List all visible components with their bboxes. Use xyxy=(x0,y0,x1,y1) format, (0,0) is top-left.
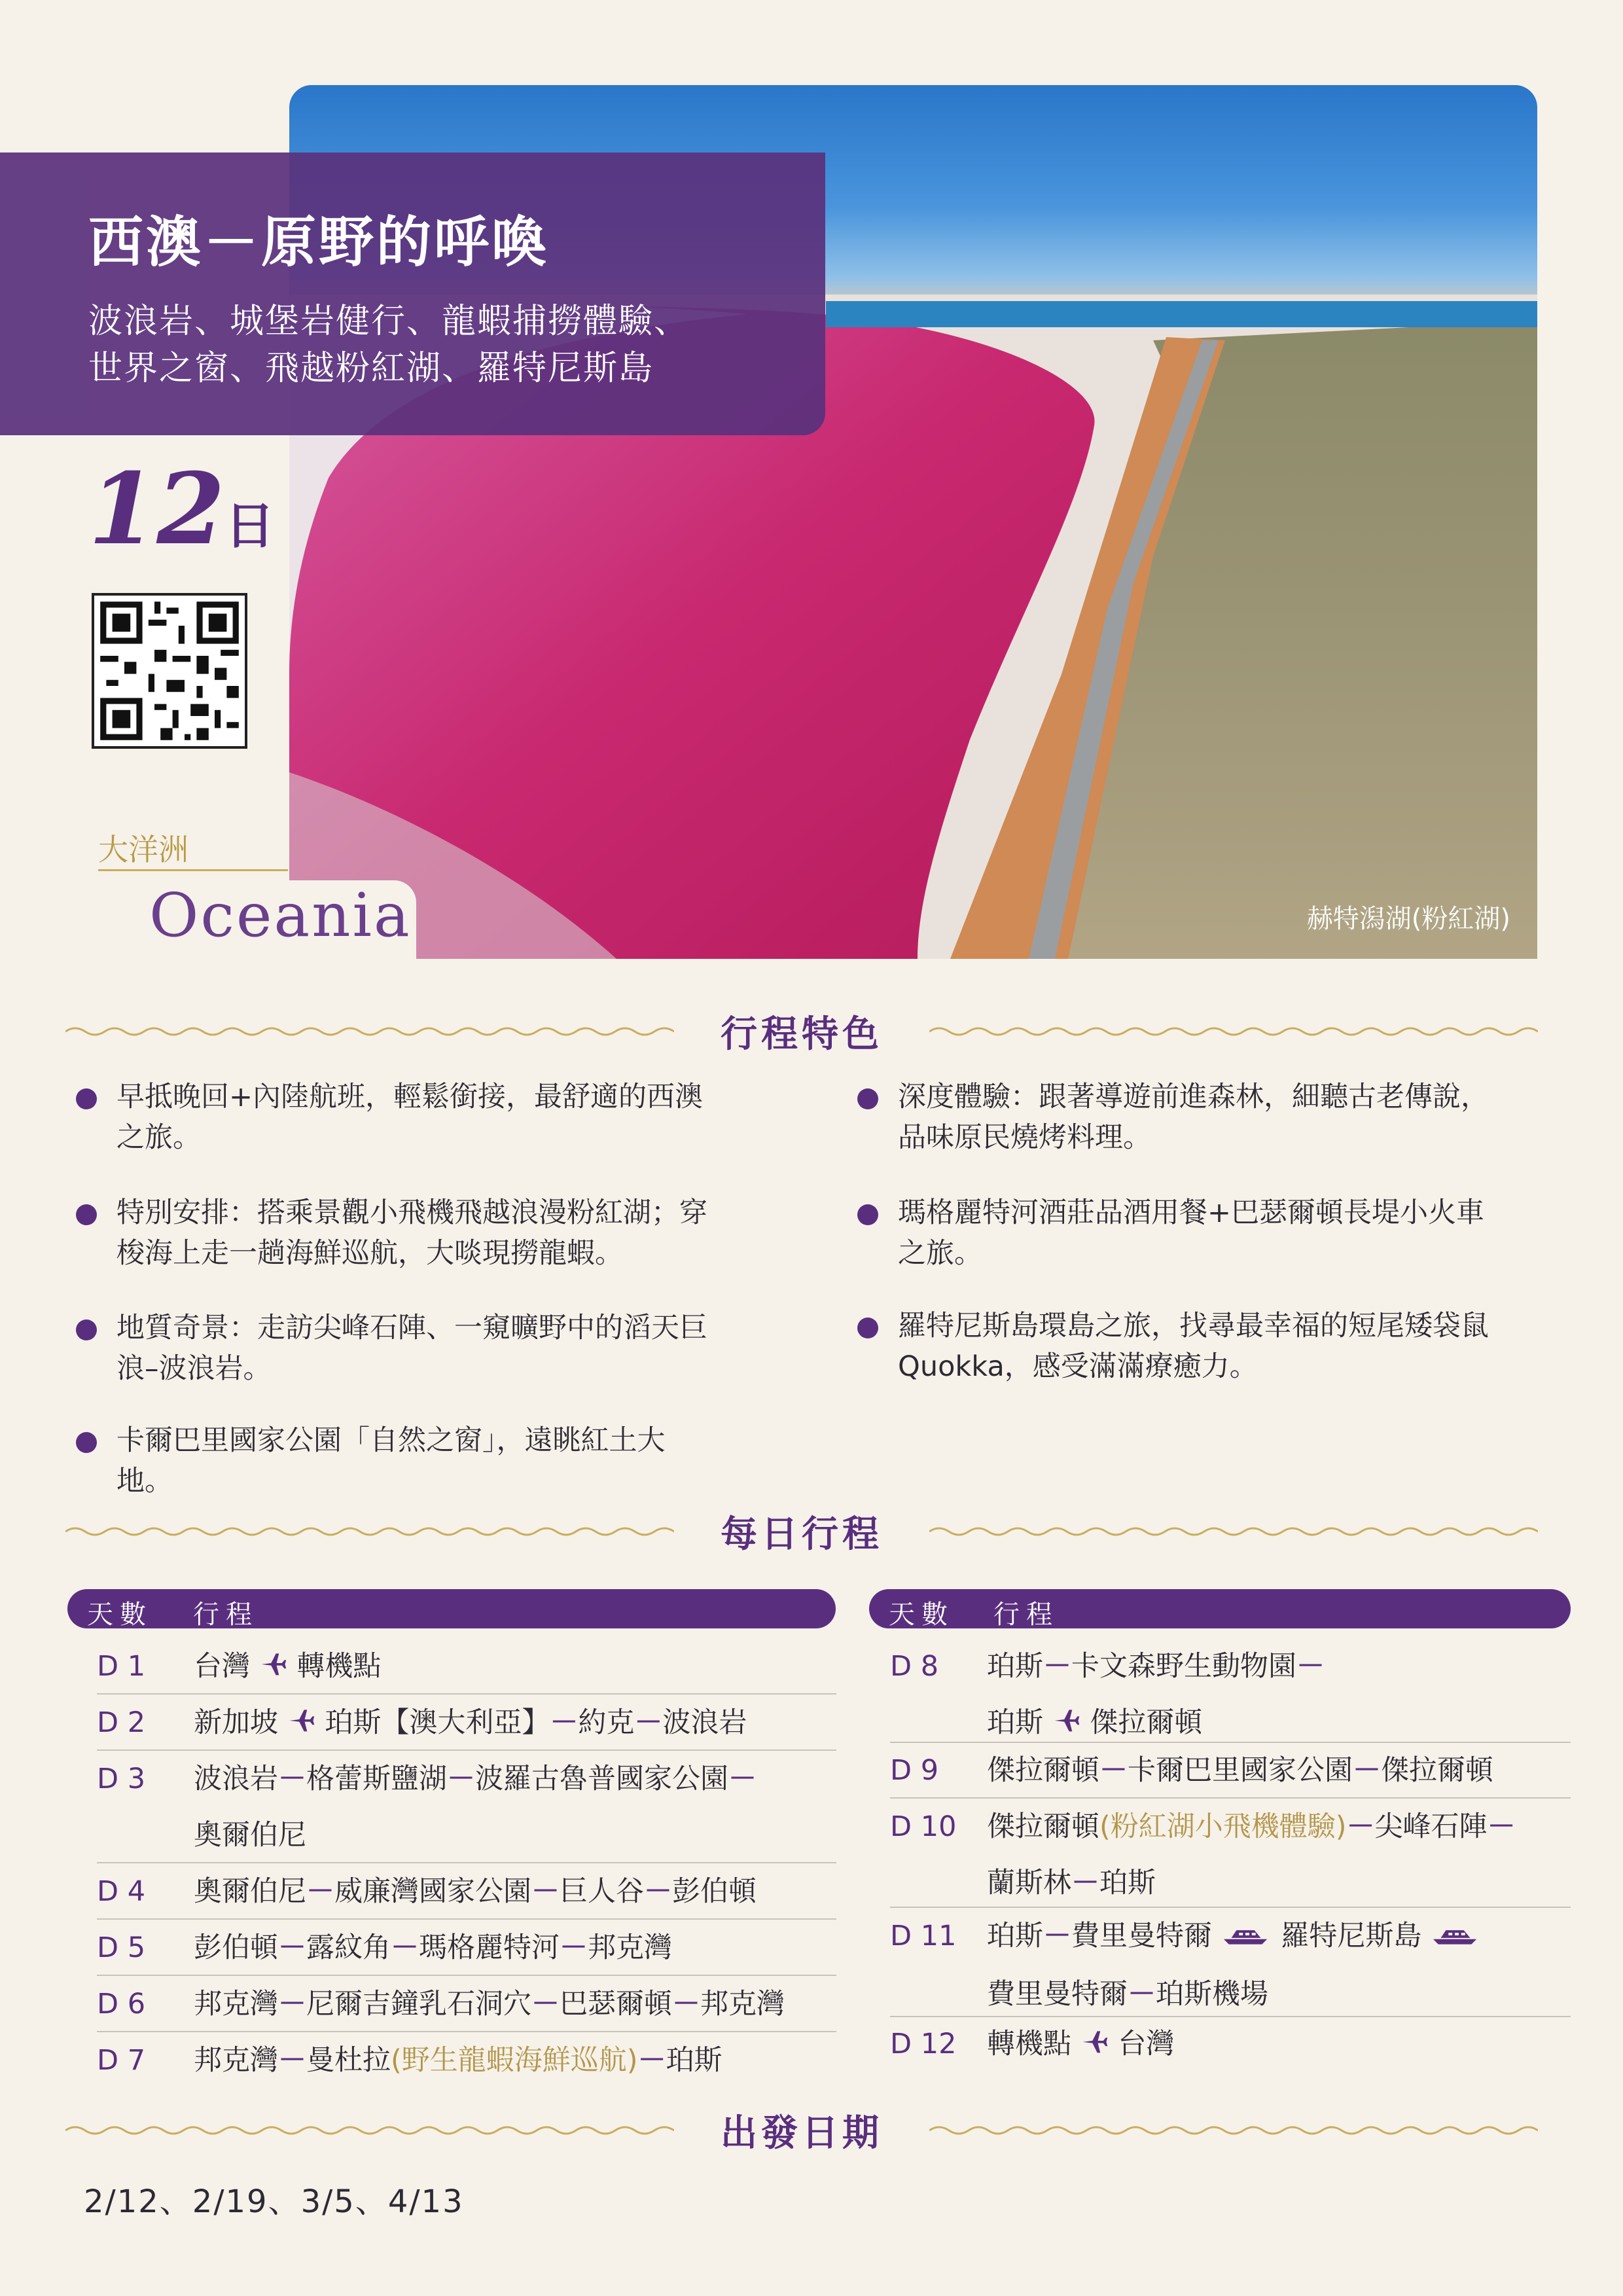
departure-dates: 2/12、2/19、3/5、4/13 xyxy=(84,2183,464,2220)
ferry-icon xyxy=(1431,1910,1482,1966)
ferry-icon xyxy=(1221,1910,1272,1966)
day-label: D 3 xyxy=(97,1763,146,1795)
header-itinerary: 行程 xyxy=(193,1600,259,1630)
itinerary-row-d6: D 6 邦克灣－尼爾吉鐘乳石洞穴－巴瑟爾頓－邦克灣 xyxy=(97,1976,836,2032)
header-itinerary: 行程 xyxy=(993,1600,1059,1630)
bullet-icon xyxy=(857,1204,878,1225)
itinerary-row-d9: D 9 傑拉爾頓－卡爾巴里國家公園－傑拉爾頓 xyxy=(890,1742,1571,1799)
region-english: Oceania xyxy=(149,880,412,950)
bullet-icon xyxy=(857,1088,878,1109)
itinerary-row-d2: D 2 新加坡 珀斯【澳大利亞】－約克－波浪岩 xyxy=(97,1695,836,1751)
bullet-icon xyxy=(76,1204,97,1225)
header-days: 天數 xyxy=(87,1600,152,1630)
feature-item: 地質奇景：走訪尖峰石陣、一窺曠野中的滔天巨 浪–波浪岩。 xyxy=(76,1308,707,1389)
tour-subtitle xyxy=(88,298,808,392)
region-divider xyxy=(98,869,288,871)
itinerary-row-d4: D 4 奧爾伯尼－威廉灣國家公園－巨人谷－彭伯頓 xyxy=(97,1863,836,1920)
itinerary-row-d11: D 11 珀斯－費里曼特爾 羅特尼斯島 費里曼特爾－珀斯機場 xyxy=(890,1908,1571,2020)
feature-item: 深度體驗：跟著導遊前進森林，細聽古老傳說， 品味原民燒烤料理。 xyxy=(857,1077,1489,1158)
region-chinese: 大洋洲 xyxy=(98,832,188,867)
itinerary-row-d5: D 5 彭伯頓－露紋角－瑪格麗特河－邦克灣 xyxy=(97,1920,836,1976)
day-label: D 2 xyxy=(97,1706,146,1739)
duration-number: 12 xyxy=(88,452,225,567)
itinerary-row-d10: D 10 傑拉爾頓(粉紅湖小飛機體驗)－尖峰石陣－ 蘭斯林－珀斯 xyxy=(890,1799,1571,1911)
departure-heading xyxy=(65,2104,1538,2157)
departure-title: 出發日期 xyxy=(721,2112,883,2155)
tour-duration xyxy=(88,452,275,567)
header-days: 天數 xyxy=(889,1600,954,1630)
day-label: D 4 xyxy=(97,1875,146,1908)
wave-divider-right xyxy=(929,2117,1538,2144)
feature-item: 特別安排：搭乘景觀小飛機飛越浪漫粉紅湖；穿 梭海上走一趟海鮮巡航，大啖現撈龍蝦。 xyxy=(76,1193,707,1274)
day-label: D 12 xyxy=(890,2028,957,2060)
feature-item: 羅特尼斯島環島之旅，找尋最幸福的短尾矮袋鼠 Quokka，感受滿滿療癒力。 xyxy=(857,1306,1489,1387)
itinerary-row-d1: D 1 台灣 轉機點 xyxy=(97,1638,836,1695)
itinerary-row-d8: D 8 珀斯－卡文森野生動物園－ 珀斯 傑拉爾頓 xyxy=(890,1638,1571,1751)
qr-code-icon xyxy=(94,596,245,746)
itinerary-row-d3: D 3 波浪岩－格蕾斯鹽湖－波羅古魯普國家公園－ 奧爾伯尼 xyxy=(97,1751,836,1863)
day-label: D 10 xyxy=(890,1810,957,1843)
itinerary-table-header-right xyxy=(869,1589,1571,1628)
feature-item: 早抵晚回+內陸航班，輕鬆銜接，最舒適的西澳 之旅。 xyxy=(76,1077,703,1158)
day-label: D 11 xyxy=(890,1920,957,1952)
highlight-activity: (野生龍蝦海鮮巡航) xyxy=(391,2044,638,2077)
bullet-icon xyxy=(76,1319,97,1340)
itinerary-heading xyxy=(65,1505,1538,1558)
wave-divider-right xyxy=(929,1018,1538,1045)
duration-unit: 日 xyxy=(224,497,275,555)
tour-title: 西澳－原野的呼喚 xyxy=(88,209,550,274)
qr-code[interactable] xyxy=(92,593,247,749)
feature-item: 瑪格麗特河酒莊品酒用餐+巴瑟爾頓長堤小火車 之旅。 xyxy=(857,1193,1484,1274)
highlight-activity: (粉紅湖小飛機體驗) xyxy=(1099,1810,1347,1843)
day-label: D 7 xyxy=(97,2044,146,2077)
bullet-icon xyxy=(76,1432,97,1453)
features-heading xyxy=(65,1005,1538,1058)
bullet-icon xyxy=(857,1318,878,1338)
wave-divider-right xyxy=(929,1518,1538,1545)
day-label: D 5 xyxy=(97,1931,146,1964)
itinerary-row-d12: D 12 轉機點 台灣 xyxy=(890,2016,1571,2072)
airplane-icon xyxy=(259,1640,288,1696)
title-panel xyxy=(0,152,825,435)
airplane-icon xyxy=(287,1696,316,1753)
features-title: 行程特色 xyxy=(721,1013,883,1056)
subtitle-line-1: 波浪岩、城堡岩健行、龍蝦捕撈體驗、 xyxy=(88,302,690,341)
bullet-icon xyxy=(76,1088,97,1109)
day-label: D 8 xyxy=(890,1650,939,1683)
day-label: D 1 xyxy=(97,1650,146,1683)
itinerary-row-d7: D 7 邦克灣－曼杜拉(野生龍蝦海鮮巡航)－珀斯 xyxy=(97,2032,836,2089)
photo-caption: 赫特潟湖(粉紅湖) xyxy=(1306,904,1510,934)
feature-item: 卡爾巴里國家公園「自然之窗」，遠眺紅土大 地。 xyxy=(76,1420,666,1501)
itinerary-table-header-left xyxy=(67,1589,836,1628)
subtitle-line-2: 世界之窗、飛越粉紅湖、羅特尼斯島 xyxy=(88,349,654,388)
day-label: D 6 xyxy=(97,1988,146,2020)
day-label: D 9 xyxy=(890,1754,939,1787)
itinerary-title: 每日行程 xyxy=(721,1513,883,1556)
airplane-icon xyxy=(1080,2018,1109,2074)
